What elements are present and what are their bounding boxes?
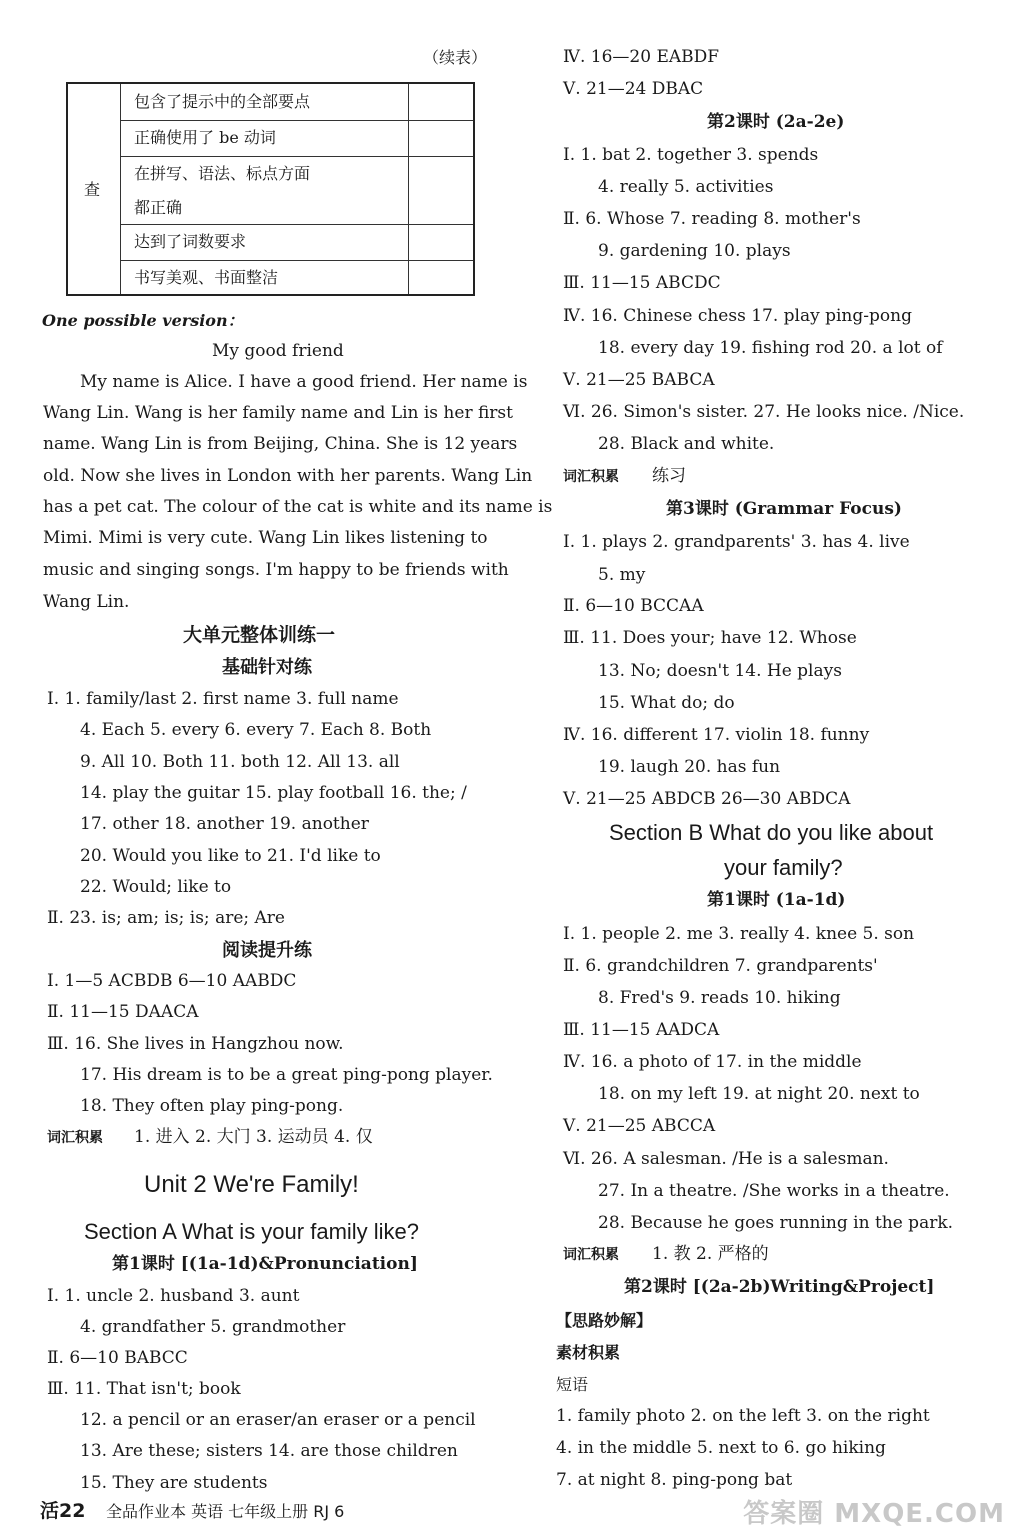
phrase-label: 短语 [556, 1375, 589, 1394]
vocab-line: 练习 [652, 466, 686, 486]
answer-line: Ⅰ. 1. uncle 2. husband 3. aunt [47, 1286, 300, 1306]
answer-line: Ⅲ. 11. That isn't; book [47, 1379, 241, 1399]
answer-line: 13. No; doesn't 14. He plays [598, 661, 842, 681]
continued-label: （续表） [423, 48, 488, 67]
vocab-label: 词汇积累 [563, 1247, 619, 1263]
basic-title: 基础针对练 [222, 657, 312, 678]
table-row: 达到了词数要求 [134, 232, 247, 251]
answer-line: 5. my [598, 565, 646, 585]
answer-line: Ⅱ. 11—15 DAACA [47, 1002, 199, 1022]
answer-line: Ⅳ. 16. Chinese chess 17. play ping-pong [563, 306, 912, 326]
answer-line: Ⅱ. 6. grandchildren 7. grandparents' [563, 956, 878, 976]
vocab-label: 词汇积累 [563, 469, 619, 485]
answer-line: 17. other 18. another 19. another [80, 814, 369, 834]
answer-line: 9. All 10. Both 11. both 12. All 13. all [80, 752, 400, 772]
answer-line: Ⅰ. 1. bat 2. together 3. spends [563, 145, 819, 165]
answer-line: 28. Because he goes running in the park. [598, 1213, 954, 1233]
answer-line: 28. Black and white. [598, 434, 775, 454]
section-b-title-line2: your family? [724, 855, 843, 880]
table-row: 都正确 [134, 198, 183, 217]
answer-line: Ⅳ. 16. different 17. violin 18. funny [563, 725, 870, 745]
answer-line: 22. Would; like to [80, 877, 232, 897]
book-info: 全品作业本 英语 七年级上册 RJ 6 [106, 1502, 345, 1521]
answer-line: Ⅳ. 16—20 EABDF [563, 47, 720, 67]
answer-line: Ⅰ. 1. plays 2. grandparents' 3. has 4. live [563, 532, 910, 552]
answer-line: 17. His dream is to be a great ping-pong player. [80, 1065, 493, 1085]
unit-training-title: 大单元整体训练一 [183, 624, 336, 646]
essay-line: music and singing songs. I'm happy to be friends with [43, 560, 509, 580]
table-row: 在拼写、语法、标点方面 [134, 164, 311, 183]
vocab-label: 词汇积累 [47, 1130, 103, 1146]
answer-line: 4. grandfather 5. grandmother [80, 1317, 346, 1337]
essay-line: old. Now she lives in London with her parents. Wang Lin [43, 466, 533, 486]
unit-title: Unit 2 We're Family! [144, 1171, 359, 1198]
answer-line: Ⅲ. 11—15 ABCDC [563, 273, 721, 293]
section-a-title: Section A What is your family like? [84, 1219, 420, 1244]
answer-line: 8. Fred's 9. reads 10. hiking [598, 988, 841, 1008]
answer-line: 18. They often play ping-pong. [80, 1096, 344, 1116]
page-number: 活22 [40, 1500, 86, 1522]
answer-line: Ⅱ. 6—10 BABCC [47, 1348, 188, 1368]
phrase-line: 7. at night 8. ping-pong bat [556, 1470, 793, 1490]
evaluation-table [66, 82, 475, 296]
essay-line: Wang Lin. Wang is her family name and Lin is her first [43, 403, 513, 423]
answer-line: Ⅴ. 21—25 BABCA [563, 370, 715, 390]
lesson1-title: 第1课时 [(1a-1d)&Pronunciation] [112, 1254, 418, 1274]
answer-line: Ⅴ. 21—25 ABCCA [563, 1116, 716, 1136]
lesson-b2-title: 第2课时 [(2a-2b)Writing&Project] [624, 1277, 935, 1297]
table-row: 正确使用了 be 动词 [134, 128, 276, 147]
vocab-line: 1. 教 2. 严格的 [652, 1244, 769, 1264]
section-b-title: Section B What do you like about [609, 820, 934, 845]
idea-label: 【思路妙解】 [556, 1311, 653, 1330]
table-row: 书写美观、书面整洁 [134, 268, 279, 287]
answer-line: 27. In a theatre. /She works in a theatre. [598, 1181, 950, 1201]
essay-line: has a pet cat. The colour of the cat is white and its name is [43, 497, 553, 517]
vocab-line: 1. 进入 2. 大门 3. 运动员 4. 仅 [134, 1127, 373, 1147]
reading-title: 阅读提升练 [222, 940, 312, 961]
answer-line: Ⅲ. 16. She lives in Hangzhou now. [47, 1034, 344, 1054]
answer-line: Ⅲ. 11. Does your; have 12. Whose [563, 628, 857, 648]
answer-line: 15. They are students [80, 1473, 268, 1493]
essay-line: My name is Alice. I have a good friend. Her name is [80, 372, 528, 392]
essay-title: My good friend [212, 341, 344, 361]
phrase-line: 4. in the middle 5. next to 6. go hiking [556, 1438, 886, 1458]
answer-line: 19. laugh 20. has fun [598, 757, 781, 777]
lesson2-title: 第2课时 (2a-2e) [707, 112, 845, 132]
answer-line: 9. gardening 10. plays [598, 241, 791, 261]
answer-line: 15. What do; do [598, 693, 735, 713]
answer-line: 18. on my left 19. at night 20. next to [598, 1084, 920, 1104]
answer-line: 13. Are these; sisters 14. are those children [80, 1441, 458, 1461]
essay-line: name. Wang Lin is from Beijing, China. She is 12 years [43, 434, 518, 454]
answer-line: 4. really 5. activities [598, 177, 774, 197]
answer-line: Ⅰ. 1. people 2. me 3. really 4. knee 5. son [563, 924, 915, 944]
answer-line: 12. a pencil or an eraser/an eraser or a pencil [80, 1410, 476, 1430]
table-row: 包含了提示中的全部要点 [134, 92, 311, 111]
answer-line: 18. every day 19. fishing rod 20. a lot of [598, 338, 943, 358]
answer-line: Ⅱ. 23. is; am; is; is; are; Are [47, 908, 285, 928]
answer-line: 20. Would you like to 21. I'd like to [80, 846, 381, 866]
material-label: 素材积累 [556, 1343, 621, 1362]
lesson3-title: 第3课时 (Grammar Focus) [666, 499, 902, 519]
watermark-logo: 答案圈 MXQE.COM [743, 1499, 1005, 1529]
answer-line: Ⅵ. 26. A salesman. /He is a salesman. [563, 1149, 889, 1169]
answer-line: Ⅵ. 26. Simon's sister. 27. He looks nice. /Nice. [563, 402, 965, 422]
answer-line: Ⅱ. 6. Whose 7. reading 8. mother's [563, 209, 861, 229]
essay-line: Mimi. Mimi is very cute. Wang Lin likes listening to [43, 528, 488, 548]
answer-line: 14. play the guitar 15. play football 16. the; / [80, 783, 467, 803]
phrase-line: 1. family photo 2. on the left 3. on the right [556, 1406, 930, 1426]
answer-line: Ⅴ. 21—25 ABDCB 26—30 ABDCA [563, 789, 851, 809]
answer-line: Ⅱ. 6—10 BCCAA [563, 596, 704, 616]
lesson-b1-title: 第1课时 (1a-1d) [707, 890, 846, 910]
answer-line: Ⅴ. 21—24 DBAC [563, 79, 704, 99]
answer-line: 4. Each 5. every 6. every 7. Each 8. Both [80, 720, 432, 740]
answer-line: Ⅰ. 1—5 ACBDB 6—10 AABDC [47, 971, 297, 991]
table-side-label: 查 [84, 180, 101, 199]
version-label: One possible version： [42, 311, 244, 330]
answer-line: Ⅲ. 11—15 AADCA [563, 1020, 720, 1040]
essay-line: Wang Lin. [43, 592, 130, 612]
answer-line: Ⅳ. 16. a photo of 17. in the middle [563, 1052, 862, 1072]
answer-line: Ⅰ. 1. family/last 2. first name 3. full name [47, 689, 399, 709]
